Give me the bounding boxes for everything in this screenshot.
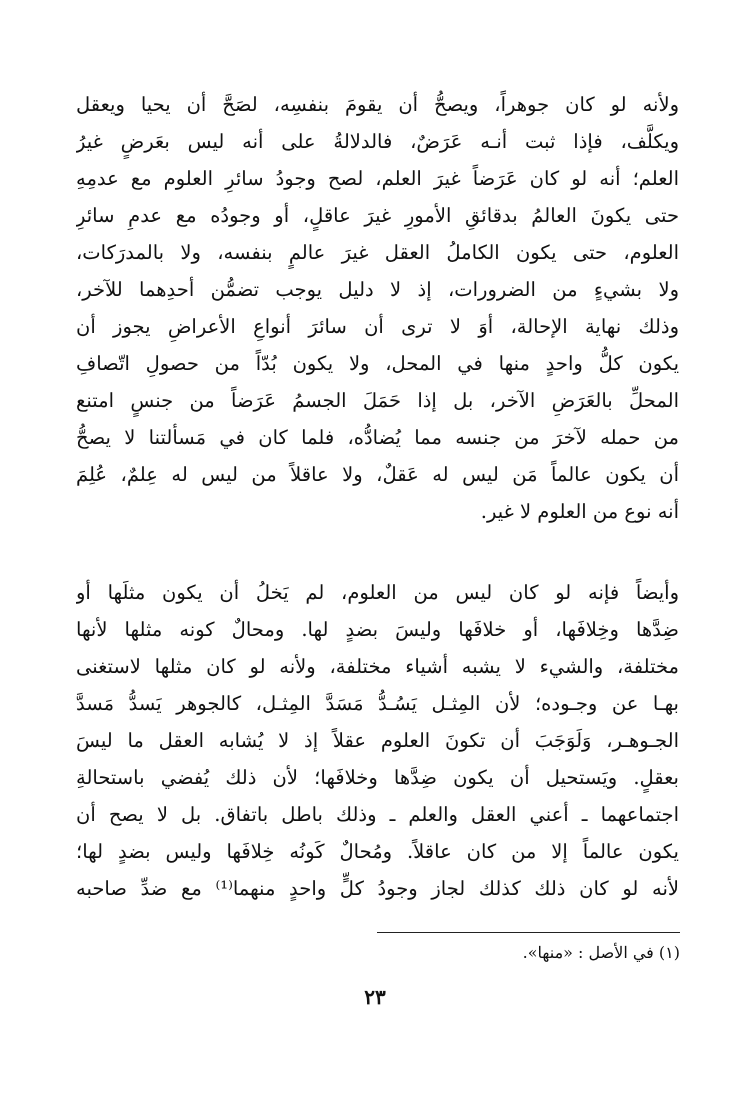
text-line: مختلفة، والشيء لا يشبه أشياء مختلفة، ولأنه لو كان مثلها لاستغنى [76,655,679,678]
text-line: بهـا عن وجـوده؛ لأن المِثـل يَسُـدُّ مَسَدَّ المِثـل، كالجوهر يَسدُّ مَسدَّ [76,692,679,715]
text-line: من حمله لآخرَ من جنسه مما يُضادُّه، فلما كان في مَسألتنا لا يصحُّ [76,426,679,449]
text-line: ضِدَّها وخِلافَها، أو خلافَها وليسَ بضدٍ لها. ومحالٌ كونه مثلها لأنها [76,618,679,641]
text-line: بعقلٍ. ويَستحيل أن يكون ضِدَّها وخلافَها؛ لأن ذلك يُفضي باستحالةِ [76,766,679,789]
text-line: ولا بشيءٍ من الضرورات، إذ لا دليل يوجب تضمُّن أحدِهما للآخر، [76,278,679,301]
text-line: يكون عالماً إلا من كان عاقلاً. ومُحالٌ كَونُه خِلافَها وليس بضدٍ لها؛ [76,840,679,863]
text-line: وأيضاً فإنه لو كان ليس من العلوم، لم يَخلُ أن يكون مثلَها أو [76,581,679,604]
text-line: المحلِّ بالعَرَضِ الآخر، بل إذا حَمَلَ الجسمُ عَرَضاً من جنسٍ امتنع [76,389,679,412]
footnote: (١) في الأصل : «منها». [522,943,680,962]
text-line: العلوم، حتى يكون الكاملُ العقل غيرَ عالمٍ بنفسه، ولا بالمدرَكات، [76,241,679,264]
text-line: أن يكون عالماً مَن ليس له عَقلٌ، ولا عاقلاً من ليس له عِلمٌ، عُلِمَ [76,463,679,486]
text-line: لأنه لو كان ذلك كذلك لجاز وجودُ كلٍّ واحدٍ منهما⁽¹⁾ مع ضدِّ صاحبه [76,877,679,900]
text-line: ولأنه لو كان جوهراً، ويصحُّ أن يقومَ بنفسِه، لصَحَّ أن يحيا ويعقل [76,93,679,116]
page-number: ٢٣ [364,985,386,1009]
text-line: ويكلَّف، فإذا ثبت أنـه عَرَضٌ، فالدلالةُ على أنه ليس بعَرضٍ غيرُ [76,130,679,153]
text-line: اجتماعهما ـ أعني العقل والعلم ـ وذلك باطل باتفاق. بل لا يصح أن [76,803,679,826]
footnote-divider [377,932,680,933]
text-line: الجـوهـر، وَلَوَجَبَ أن تكونَ العلوم عقلاً إذ لا يُشابه العقل ما ليسَ [76,729,679,752]
text-line: العلم؛ أنه لو كان عَرَضاً غيرَ العلم، لصح وجودُ سائرِ العلوم مع عدمِهِ [76,167,679,190]
paragraph-2 [76,574,679,907]
text-line: يكون كلُّ واحدٍ منها في المحل، ولا يكون بُدّاً من حصولِ اتّصافِ [76,352,679,375]
paragraph-1 [76,86,679,530]
text-line: أنه نوع من العلوم لا غير. [480,500,679,523]
text-line: وذلك نهاية الإحالة، أوَ لا ترى أن سائرَ أنواعِ الأعراضِ يجوز أن [76,315,679,338]
text-line: حتى يكونَ العالمُ بدقائقِ الأمورِ غيرَ عاقلٍ، أو وجودُه مع عدمِ سائرِ [76,204,679,227]
